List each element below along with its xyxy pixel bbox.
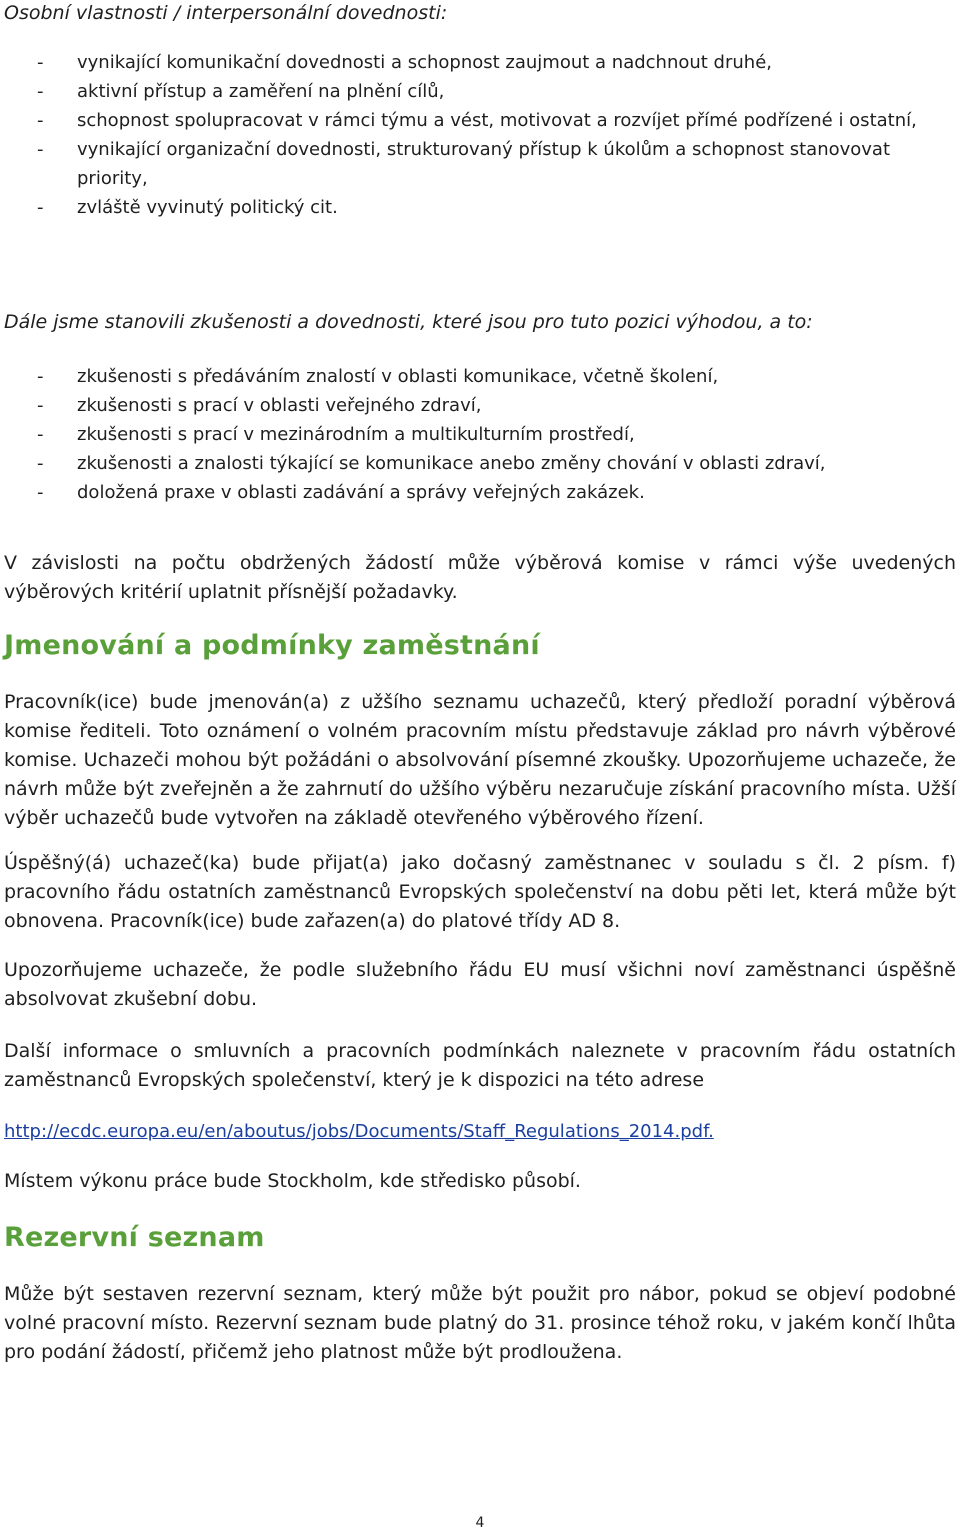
appointment-paragraph-4: Další informace o smluvních a pracovních podmínkách naleznete v pracovním řádu ostatních zaměstnanců Evropských společenství, který je k dispozici na této adrese: [4, 1040, 956, 1091]
appointment-heading: Jmenování a podmínky zaměstnání: [4, 630, 540, 661]
list-item: - zkušenosti s prací v mezinárodním a multikulturním prostředí,: [4, 420, 956, 449]
appointment-paragraph-2: Úspěšný(á) uchazeč(ka) bude přijat(a) jako dočasný zaměstnanec v souladu s čl. 2 písm. f) pracovního řádu ostatních zaměstnanců Evropských společenství na dobu pěti let, která může být obnovena. Pracovník(ice) bude zařazen(a) do platové třídy AD 8.: [4, 852, 956, 932]
list-dash: -: [37, 482, 44, 503]
list-dash: -: [37, 395, 44, 416]
list-item: - schopnost spolupracovat v rámci týmu a vést, motivovat a rozvíjet přímé podřízené i ostatní,: [4, 106, 956, 135]
list-dash: -: [37, 81, 44, 102]
reserve-paragraph: Může být sestaven rezervní seznam, který může být použit pro nábor, pokud se objeví podobné volné pracovní místo. Rezervní seznam bude platný do 31. prosince téhož roku, v jakém končí lhůta pro podání žádostí, přičemž jeho platnost může být prodloužena.: [4, 1283, 956, 1363]
list-dash: -: [37, 453, 44, 474]
list-item: - zkušenosti a znalosti týkající se komunikace anebo změny chování v oblasti zdraví,: [4, 449, 956, 478]
list-item: - zkušenosti s předáváním znalostí v oblasti komunikace, včetně školení,: [4, 362, 956, 391]
list-dash: -: [37, 424, 44, 445]
staff-regulations-link[interactable]: http://ecdc.europa.eu/en/aboutus/jobs/Documents/Staff_Regulations_2014.pdf.: [4, 1121, 714, 1142]
list-item: - vynikající organizační dovednosti, strukturovaný přístup k úkolům a schopnost stanovovat priority,: [4, 135, 956, 193]
list-dash: -: [37, 197, 44, 218]
list-item: - vynikající komunikační dovednosti a schopnost zaujmout a nadchnout druhé,: [4, 48, 956, 77]
advantage-list: [4, 362, 956, 507]
list-item: - zkušenosti s prací v oblasti veřejného zdraví,: [4, 391, 956, 420]
personal-skills-list: [4, 48, 956, 222]
list-item: - zvláště vyvinutý politický cit.: [4, 193, 956, 222]
page-number: 4: [475, 1515, 485, 1531]
appointment-paragraph-1: Pracovník(ice) bude jmenován(a) z užšího seznamu uchazečů, který předloží poradní výběrová komise řediteli. Toto oznámení o volném pracovním místu představuje základ pro návrh výběrové komise. Uchazeči mohou být požádáni o absolvování písemné zkoušky. Upozorňujeme uchazeče, že návrh může být zveřejněn a že zahrnutí do užšího výběru nezaručuje získání pracovního místa. Užší výběr uchazečů bude vytvořen na základě otevřeného výběrového řízení.: [4, 691, 956, 829]
appointment-paragraph-5: Místem výkonu práce bude Stockholm, kde středisko působí.: [4, 1170, 581, 1192]
personal-skills-heading: Osobní vlastnosti / interpersonální dovednosti:: [4, 2, 448, 24]
list-dash: -: [37, 139, 44, 160]
list-dash: -: [37, 110, 44, 131]
advantage-note: V závislosti na počtu obdržených žádostí může výběrová komise v rámci výše uvedených výběrových kritérií uplatnit přísnější požadavky.: [4, 552, 956, 603]
list-dash: -: [37, 366, 44, 387]
advantage-heading: Dále jsme stanovili zkušenosti a dovednosti, které jsou pro tuto pozici výhodou, a to:: [4, 311, 813, 333]
appointment-paragraph-3: Upozorňujeme uchazeče, že podle služebního řádu EU musí všichni noví zaměstnanci úspěšně absolvovat zkušební dobu.: [4, 959, 956, 1010]
reserve-heading: Rezervní seznam: [4, 1222, 265, 1253]
list-item: - aktivní přístup a zaměření na plnění cílů,: [4, 77, 956, 106]
list-dash: -: [37, 52, 44, 73]
list-item: - doložená praxe v oblasti zadávání a správy veřejných zakázek.: [4, 478, 956, 507]
